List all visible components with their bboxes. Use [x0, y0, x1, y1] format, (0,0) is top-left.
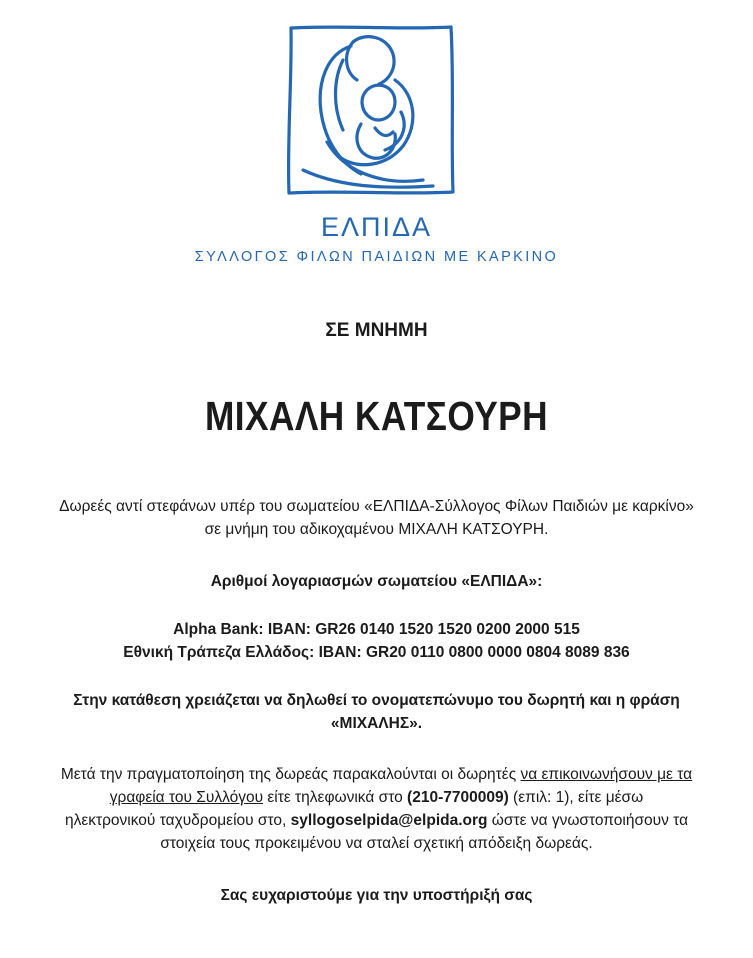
intro-paragraph: [0, 495, 753, 541]
phone-number[interactable]: (210-7700009): [407, 789, 509, 806]
thanks-text: Σας ευχαριστούμε για την υποστήριξή σας: [220, 887, 533, 904]
mother-child-embrace-icon: [283, 20, 459, 200]
contact-text: είτε τηλεφωνικά στο: [263, 789, 408, 806]
contact-paragraph: [0, 763, 753, 855]
contact-line-2: [0, 786, 753, 809]
intro-line-2: σε μνήμη του αδικοχαμένου ΜΙΧΑΛΗ ΚΑΤΣΟΥΡΗ.: [204, 521, 549, 538]
elpida-logo: [283, 20, 459, 200]
email-address[interactable]: syllogoselpida@elpida.org: [290, 812, 488, 829]
accounts-list: [0, 618, 753, 664]
alpha-bank-iban: Alpha Bank: IBAN: GR26 0140 1520 1520 0200 2000 515: [173, 621, 580, 638]
contact-offices-link[interactable]: να επικοινωνήσουν με τα: [520, 766, 693, 783]
brand-subtitle: ΣΥΛΛΟΓΟΣ ΦΙΛΩΝ ΠΑΙΔΙΩΝ ΜΕ ΚΑΡΚΙΝΟ: [194, 249, 559, 265]
brand-name: ΕΛΠΙΔΑ: [320, 212, 433, 242]
deposit-note: [0, 689, 753, 735]
contact-text: Μετά την πραγματοποίηση της δωρεάς παρακαλούνται οι δωρητές: [60, 766, 521, 783]
contact-text: ηλεκτρονικού ταχυδρομείου στο,: [64, 812, 291, 829]
intro-line-1: Δωρεές αντί στεφάνων υπέρ του σωματείου «ΕΛΠΙΔΑ-Σύλλογος Φίλων Παιδιών με καρκίνο»: [59, 498, 694, 515]
memorial-heading: ΣΕ ΜΝΗΜΗ: [325, 320, 428, 341]
memorial-name: ΜΙΧΑΛΗ ΚΑΤΣΟΥΡΗ: [204, 393, 549, 439]
contact-line-3: [0, 809, 753, 832]
deposit-note-line-1: Στην κατάθεση χρειάζεται να δηλωθεί το ονοματεπώνυμο του δωρητή και η φράση: [73, 692, 680, 709]
ethniki-bank-iban: Εθνική Τράπεζα Ελλάδος: IBAN: GR20 0110 0800 0000 0804 8089 836: [123, 644, 630, 661]
contact-offices-link-cont[interactable]: γραφεία του Συλλόγου: [109, 789, 264, 806]
contact-line-1: [0, 763, 753, 786]
contact-line-4: στοιχεία τους προκειμένου να σταλεί σχετική απόδειξη δωρεάς.: [160, 835, 593, 852]
contact-text: (επιλ: 1), είτε μέσω: [508, 789, 644, 806]
deposit-note-line-2: «ΜΙΧΑΛΗΣ».: [330, 715, 423, 732]
accounts-heading: Αριθμοί λογαριασμών σωματείου «ΕΛΠΙΔΑ»:: [210, 573, 543, 590]
contact-text: ώστε να γνωστοποιήσουν τα: [487, 812, 689, 829]
